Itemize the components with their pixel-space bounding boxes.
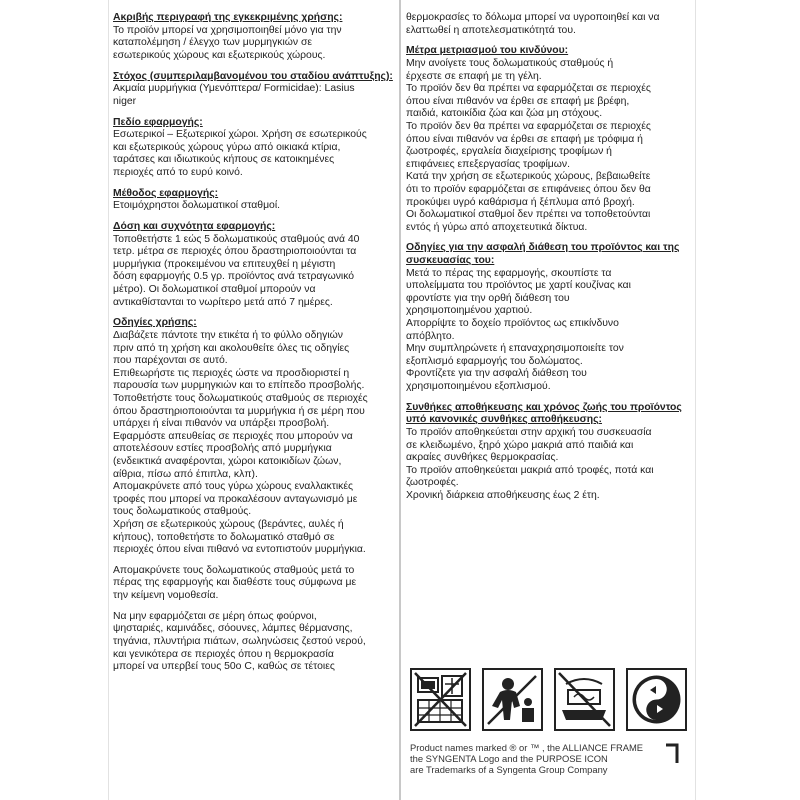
- text-line: αντικαθίστανται το νωρίτερο μετά από 7 ημέρες.: [113, 296, 333, 308]
- section: [406, 45, 690, 234]
- text-line: μέτρο). Οι δολωματικοί σταθμοί μπορούν να: [113, 284, 316, 296]
- text-line: προκύψει υγρό καθάρισμα ή ξέπλυμα από βροχή.: [406, 196, 635, 208]
- trademark-line: are Trademarks of a Syngenta Group Company: [410, 764, 608, 775]
- text-line: Μην ανοίγετε τους δολωματικούς σταθμούς ή: [406, 57, 614, 69]
- kitchen-no-bait-icon: [410, 668, 471, 731]
- text-line: περιοχές όπου είναι πιθανό να εντοπιστούν μυρμήγκια.: [113, 544, 366, 556]
- text-line: Να μην εφαρμόζεται σε μέρη όπως φούρνοι,: [113, 610, 317, 622]
- text-line: αποτελέσουν εστίες προσβολής από μυρμήγκια: [113, 443, 332, 455]
- section-heading: Συνθήκες αποθήκευσης και χρόνος ζωής του προϊόντος υπό κανονικές συνθήκες αποθήκευσης:: [406, 401, 682, 426]
- text-line: χρησιμοποιημένου εξοπλισμού.: [406, 381, 551, 392]
- text-line: μπορεί να υπερβεί τους 50ο C, καθώς σε τέτοιες: [113, 661, 335, 673]
- text-line: Εσωτερικοί – Εξωτερικοί χώροι. Χρήση σε εσωτερικούς: [113, 129, 367, 141]
- text-line: περιοχές από το ευρύ κοινό.: [113, 166, 243, 178]
- text-line: niger: [113, 95, 137, 107]
- section: [113, 117, 396, 180]
- section: [113, 12, 396, 62]
- text-line: (ενδεικτικά αναφέρονται, χώροι κατοικιδίων ζώων,: [113, 455, 342, 467]
- text-line: Οι δολωματικοί σταθμοί δεν πρέπει να τοποθετούνται: [406, 209, 651, 221]
- text-line: ζωοτροφές, εργαλεία διαχείρισης τροφίμων ή: [406, 146, 612, 158]
- text-line: τους δολωματικούς σταθμούς.: [113, 506, 252, 518]
- text-line: εντός ή γύρω από αποχετευτικά δίκτυα.: [406, 221, 588, 233]
- text-line: Το προϊόν αποθηκεύεται στην αρχική του συσκευασία: [406, 426, 652, 438]
- text-line: Διαβάζετε πάντοτε την ετικέτα ή το φύλλο οδηγιών: [113, 330, 343, 341]
- text-line: απόβλητο.: [406, 330, 455, 342]
- text-line: Το προϊόν αποθηκεύεται μακριά από τροφές, ποτά και: [406, 464, 654, 476]
- text-line: παιδιά, κατοικίδια ζώα και ζώα μη στόχους.: [406, 108, 603, 120]
- trademark-line: Product names marked ® or ™ , the ALLIANCE FRAME: [410, 742, 644, 753]
- section-heading: Ακριβής περιγραφή της εγκεκριμένης χρήσης:: [113, 12, 343, 23]
- text-line: και γενικότερα σε περιοχές όπου η θερμοκρασία: [113, 648, 334, 660]
- text-line: παρουσία των μυρμηγκιών και το επίπεδο προσβολής.: [113, 380, 365, 392]
- text-line: ψησταριές, καμινάδες, σόουνες, λάμπες θέρμανσης,: [113, 623, 353, 635]
- text-line: Απορρίψτε το δοχείο προϊόντος ως επικίνδυνο: [406, 318, 619, 330]
- text-line: σε κλειδωμένο, ξηρό χώρο μακριά από παιδιά και: [406, 439, 634, 451]
- text-line: ότι το προϊόν εφαρμόζεται σε επιφάνειες όπου δεν θα: [406, 183, 651, 195]
- text-line: τηγάνια, πλυντήρια πιάτων, σωληνώσεις ζεστού νερού,: [113, 636, 366, 648]
- text-line: χρησιμοποιημένου χαρτιού.: [406, 305, 533, 317]
- section: [113, 188, 396, 213]
- text-line: εξοπλισμό εφαρμογής του δολώματος.: [406, 355, 583, 367]
- section: [406, 402, 690, 503]
- text-line: Το προϊόν μπορεί να χρησιμοποιηθεί μόνο για την: [113, 24, 342, 36]
- text-line: επιφάνειες επεξεργασίας τροφίμων.: [406, 158, 570, 170]
- text-line: όπου είναι πιθανόν να έρθει σε επαφή με τρόφιμα ή: [406, 133, 643, 145]
- section: [113, 317, 396, 556]
- green-dot-recycle-icon: [626, 668, 687, 731]
- section-heading: Μέθοδος εφαρμογής:: [113, 187, 219, 199]
- text-line: μυρμήγκια (προκειμένου να επιτευχθεί η μέγιστη: [113, 258, 336, 270]
- text-line: καταπολέμηση / έλεγχο των μυρμηγκιών σε: [113, 37, 313, 49]
- section: [113, 221, 396, 309]
- text-line: όπου είναι πιθανόν να έρθει σε επαφή με βρέφη,: [406, 95, 630, 107]
- text-line: τετρ. μέτρα σε περιοχές όπου δραστηριοποιούνται τα: [113, 246, 357, 258]
- text-line: υπάρχει ή είναι πιθανόν να υπάρξει προσβολή.: [113, 418, 330, 430]
- text-line: Χρήση σε εξωτερικούς χώρους (βεράντες, αυλές ή: [113, 518, 344, 530]
- section: [406, 242, 690, 393]
- text-line: φροντίστε για την ορθή διάθεση του: [406, 292, 570, 304]
- section: [406, 12, 690, 37]
- section-heading: Οδηγίες για την ασφαλή διάθεση του προϊόντος και της συσκευασίας του:: [406, 242, 680, 267]
- text-line: Φροντίζετε για την ασφαλή διάθεση του: [406, 368, 587, 380]
- text-line: ζωοτροφές.: [406, 477, 459, 489]
- text-line: αίθρια, πίσω από έπιπλα, κλπ).: [113, 468, 258, 480]
- text-line: δόση εφαρμογής 0.5 γρ. προϊόντος ανά τετραγωνικό: [113, 271, 355, 283]
- text-line: έρχεστε σε επαφή με τη γέλη.: [406, 70, 542, 82]
- keep-from-children-icon: [482, 668, 543, 731]
- trademark-notice: [410, 742, 675, 775]
- text-line: Το προϊόν δεν θα πρέπει να εφαρμόζεται σε περιοχές: [406, 83, 651, 95]
- trademark-line: the SYNGENTA Logo and the PURPOSE ICON: [410, 753, 608, 764]
- text-line: Ακμαία μυρμήγκια (Υμενόπτερα/ Formicidae): Lasius: [113, 83, 355, 95]
- text-line: υπολείμματα του προϊόντος με χαρτί κουζίνας και: [406, 280, 631, 292]
- text-line: εσωτερικούς χώρους και εξωτερικούς χώρους.: [113, 49, 326, 61]
- alliance-frame-icon: [665, 743, 679, 765]
- text-line: την κείμενη νομοθεσία.: [113, 590, 219, 602]
- text-line: Εφαρμόστε απευθείας σε περιοχές που μπορούν να: [113, 430, 353, 442]
- no-food-surface-icon: [554, 668, 615, 731]
- text-line: Κατά την χρήση σε εξωτερικούς χώρους, βεβαιωθείτε: [406, 171, 651, 183]
- section: [113, 565, 396, 603]
- text-line: κήπους), τοποθετήστε το δολωματικό σταθμό σε: [113, 531, 335, 543]
- text-line: Απομακρύνετε τους δολωματικούς σταθμούς μετά το: [113, 564, 355, 576]
- pictogram-row: [410, 668, 690, 734]
- section-heading: Πεδίο εφαρμογής:: [113, 116, 203, 128]
- section-heading: Μέτρα μετριασμού του κινδύνου:: [406, 45, 569, 57]
- text-line: που παρέχονται σε αυτό.: [113, 355, 228, 367]
- text-line: τροφές που μπορεί να προκαλέσουν ανταγωνισμό με: [113, 493, 358, 505]
- text-line: Μην συμπληρώνετε ή επαναχρησιμοποιείτε τον: [406, 343, 624, 355]
- text-line: Απομακρύνετε από τους γύρω χώρους εναλλακτικές: [113, 481, 353, 493]
- section-heading: Οδηγίες χρήσης:: [113, 317, 197, 329]
- section-heading: Δόση και συχνότητα εφαρμογής:: [113, 221, 276, 233]
- text-line: Ετοιμόχρηστοι δολωματικοί σταθμοί.: [113, 200, 281, 212]
- right-column: [406, 12, 690, 511]
- section: [113, 71, 396, 109]
- left-column: [113, 12, 396, 682]
- text-line: όπου δραστηριοποιούνται τα μυρμήγκια ή σε μέρη που: [113, 405, 365, 417]
- section-heading: Στόχος (συμπεριλαμβανομένου του σταδίου ανάπτυξης):: [113, 70, 393, 82]
- text-line: Χρονική διάρκεια αποθήκευσης έως 2 έτη.: [406, 489, 600, 501]
- text-line: ελαττωθεί η αποτελεσματικότητά του.: [406, 24, 576, 36]
- section: [113, 611, 396, 674]
- text-line: και εξωτερικούς χώρους γύρω από οικιακά κτίρια,: [113, 141, 341, 153]
- text-line: ακραίες συνθήκες θερμοκρασίας.: [406, 452, 559, 464]
- text-line: Επιθεωρήστε τις περιοχές ώστε να προσδιοριστεί η: [113, 367, 350, 379]
- column-divider: [399, 0, 401, 800]
- text-line: Τοποθετήστε 1 εώς 5 δολωματικούς σταθμούς ανά 40: [113, 233, 360, 245]
- text-line: Μετά το πέρας της εφαρμογής, σκουπίστε τα: [406, 267, 612, 279]
- text-line: Το προϊόν δεν θα πρέπει να εφαρμόζεται σε περιοχές: [406, 120, 651, 132]
- text-line: πριν από τη χρήση και ακολουθείτε όλες τις οδηγίες: [113, 342, 350, 354]
- text-line: ταράτσες και ιδιωτικούς κήπους σε κατοικημένες: [113, 154, 335, 166]
- text-line: θερμοκρασίες το δόλωμα μπορεί να υγροποιηθεί και να: [406, 12, 660, 23]
- text-line: πέρας της εφαρμογής και διαθέστε τους σύμφωνα με: [113, 577, 357, 589]
- text-line: Τοποθετήστε τους δολωματικούς σταθμούς σε περιοχές: [113, 392, 368, 404]
